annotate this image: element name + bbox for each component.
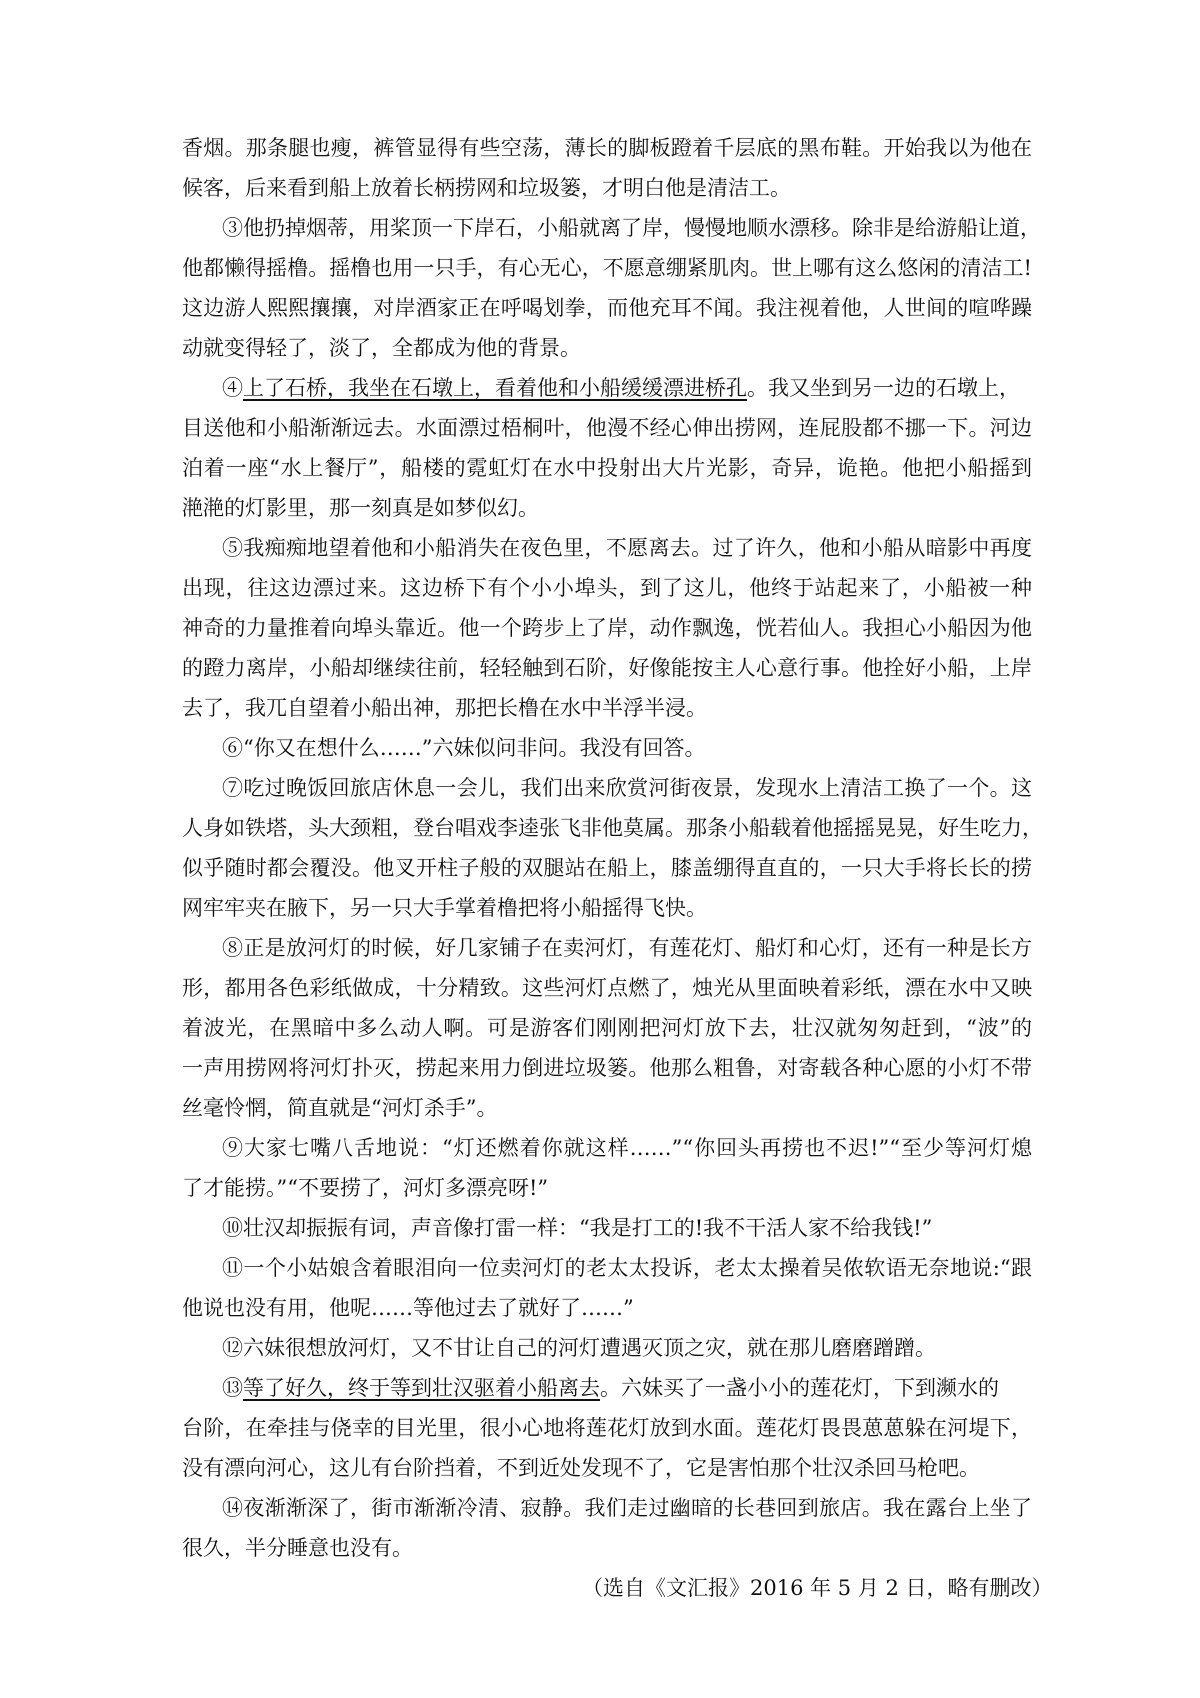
text-line: 这边游人熙熙攘攘，对岸酒家正在呼喝划拳，而他充耳不闻。我注视着他，人世间的喧哗躁 <box>182 296 1032 320</box>
text-line: 台阶，在牵挂与侥幸的目光里，很小心地将莲花灯放到水面。莲花灯畏畏葸葸躲在河堤下， <box>182 1416 1032 1440</box>
text-line: 候客，后来看到船上放着长柄捞网和垃圾篓，才明白他是清洁工。 <box>182 176 791 200</box>
text-line: 着波光，在黑暗中多么动人啊。可是游客们刚刚把河灯放下去，壮汉就匆匆赶到，“波”的 <box>182 1016 1032 1040</box>
text-line: 没有漂向河心，这儿有台阶挡着，不到近处发现不了，它是害怕那个壮汉杀回马枪吧。 <box>182 1456 980 1480</box>
text-line: ⑫六妹很想放河灯，又不甘让自己的河灯遭遇灭顶之灾，就在那儿磨磨蹭蹭。 <box>222 1336 936 1360</box>
sentence-rest: 。六妹买了一盏小小的莲花灯，下到濒水的 <box>600 1376 999 1400</box>
text-line: ⑥“你又在想什么……”六妹似问非问。我没有回答。 <box>222 736 706 760</box>
underlined-sentence: 上了石桥，我坐在石墩上，看着他和小船缓缓漂进桥孔 <box>243 376 747 400</box>
source-citation: （选自《文汇报》2016 年 5 月 2 日，略有删改） <box>582 1576 1053 1600</box>
text-line: 一声用捞网将河灯扑灭，捞起来用力倒进垃圾篓。他那么粗鲁，对寄载各种心愿的小灯不带 <box>182 1056 1032 1080</box>
text-line: ⑭夜渐渐深了，街市渐渐冷清、寂静。我们走过幽暗的长巷回到旅店。我在露台上坐了 <box>222 1496 1032 1520</box>
text-line: ⑧正是放河灯的时候，好几家铺子在卖河灯，有莲花灯、船灯和心灯，还有一种是长方 <box>222 936 1032 960</box>
text-line: ③他扔掉烟蒂，用桨顶一下岸石，小船就离了岸，慢慢地顺水漂移。除非是给游船让道， <box>222 216 1041 240</box>
text-line: 形，都用各色彩纸做成，十分精致。这些河灯点燃了，烛光从里面映着彩纸，漂在水中又映 <box>182 976 1032 1000</box>
text-line: ⑪一个小姑娘含着眼泪向一位卖河灯的老太太投诉，老太太操着吴侬软语无奈地说:“跟 <box>222 1256 1032 1280</box>
text-line: ⑩壮汉却振振有词，声音像打雷一样：“我是打工的!我不干活人家不给我钱!” <box>222 1216 933 1240</box>
text-line: 神奇的力量推着向埠头靠近。他一个跨步上了岸，动作飘逸，恍若仙人。我担心小船因为他 <box>182 616 1032 640</box>
text-line: 滟滟的灯影里，那一刻真是如梦似幻。 <box>182 496 539 520</box>
text-line: 网牢牢夹在腋下，另一只大手掌着橹把将小船摇得飞快。 <box>182 896 707 920</box>
text-line: 似乎随时都会覆没。他叉开柱子般的双腿站在船上，膝盖绷得直直的，一只大手将长长的捞 <box>182 856 1032 880</box>
underlined-sentence: 等了好久，终于等到壮汉驱着小船离去 <box>243 1376 600 1400</box>
text-line: 目送他和小船渐渐远去。水面漂过梧桐叶，他漫不经心伸出捞网，连屁股都不挪一下。河边 <box>182 416 1032 440</box>
text-line: 人身如铁塔，头大颈粗，登台唱戏李逵张飞非他莫属。那条小船载着他摇摇晃晃，好生吃力， <box>182 816 1043 840</box>
text-line: ⑦吃过晚饭回旅店休息一会儿，我们出来欣赏河街夜景，发现水上清洁工换了一个。这 <box>222 776 1032 800</box>
text-line: 泊着一座“水上餐厅”，船楼的霓虹灯在水中投射出大片光影，奇异，诡艳。他把小船摇到 <box>182 456 1032 480</box>
text-line: 他说也没有用，他呢……等他过去了就好了……” <box>182 1296 634 1320</box>
text-line: 去了，我兀自望着小船出神，那把长橹在水中半浮半浸。 <box>182 696 707 720</box>
paragraph-number: ⑬ <box>222 1376 243 1400</box>
text-line: ⑨大家七嘴八舌地说：“灯还燃着你就这样……”“你回头再捞也不迟!”“至少等河灯熄 <box>222 1136 1032 1160</box>
sentence-rest: 。我又坐到另一边的石墩上， <box>747 376 1020 400</box>
paragraph-13-first-line <box>222 1368 1032 1408</box>
paragraph-number: ④ <box>222 376 243 400</box>
text-line: 出现，往这边漂过来。这边桥下有个小小埠头，到了这儿，他终于站起来了，小船被一种 <box>182 576 1032 600</box>
paragraph-4-first-line <box>222 368 1032 408</box>
text-line: 的蹬力离岸，小船却继续往前，轻轻触到石阶，好像能按主人心意行事。他拴好小船，上岸 <box>182 656 1032 680</box>
text-line: ⑤我痴痴地望着他和小船消失在夜色里，不愿离去。过了许久，他和小船从暗影中再度 <box>222 536 1032 560</box>
text-line: 他都懒得摇橹。摇橹也用一只手，有心无心，不愿意绷紧肌肉。世上哪有这么悠闲的清洁工! <box>182 256 1032 280</box>
text-line: 香烟。那条腿也瘦，裤管显得有些空荡，薄长的脚板蹬着千层底的黑布鞋。开始我以为他在 <box>182 136 1032 160</box>
text-line: 了才能捞。”“不要捞了，河灯多漂亮呀!” <box>182 1176 549 1200</box>
text-line: 动就变得轻了，淡了，全都成为他的背景。 <box>182 336 581 360</box>
text-line: 很久，半分睡意也没有。 <box>182 1536 413 1560</box>
text-line: 丝毫怜惘，简直就是“河灯杀手”。 <box>182 1096 498 1120</box>
